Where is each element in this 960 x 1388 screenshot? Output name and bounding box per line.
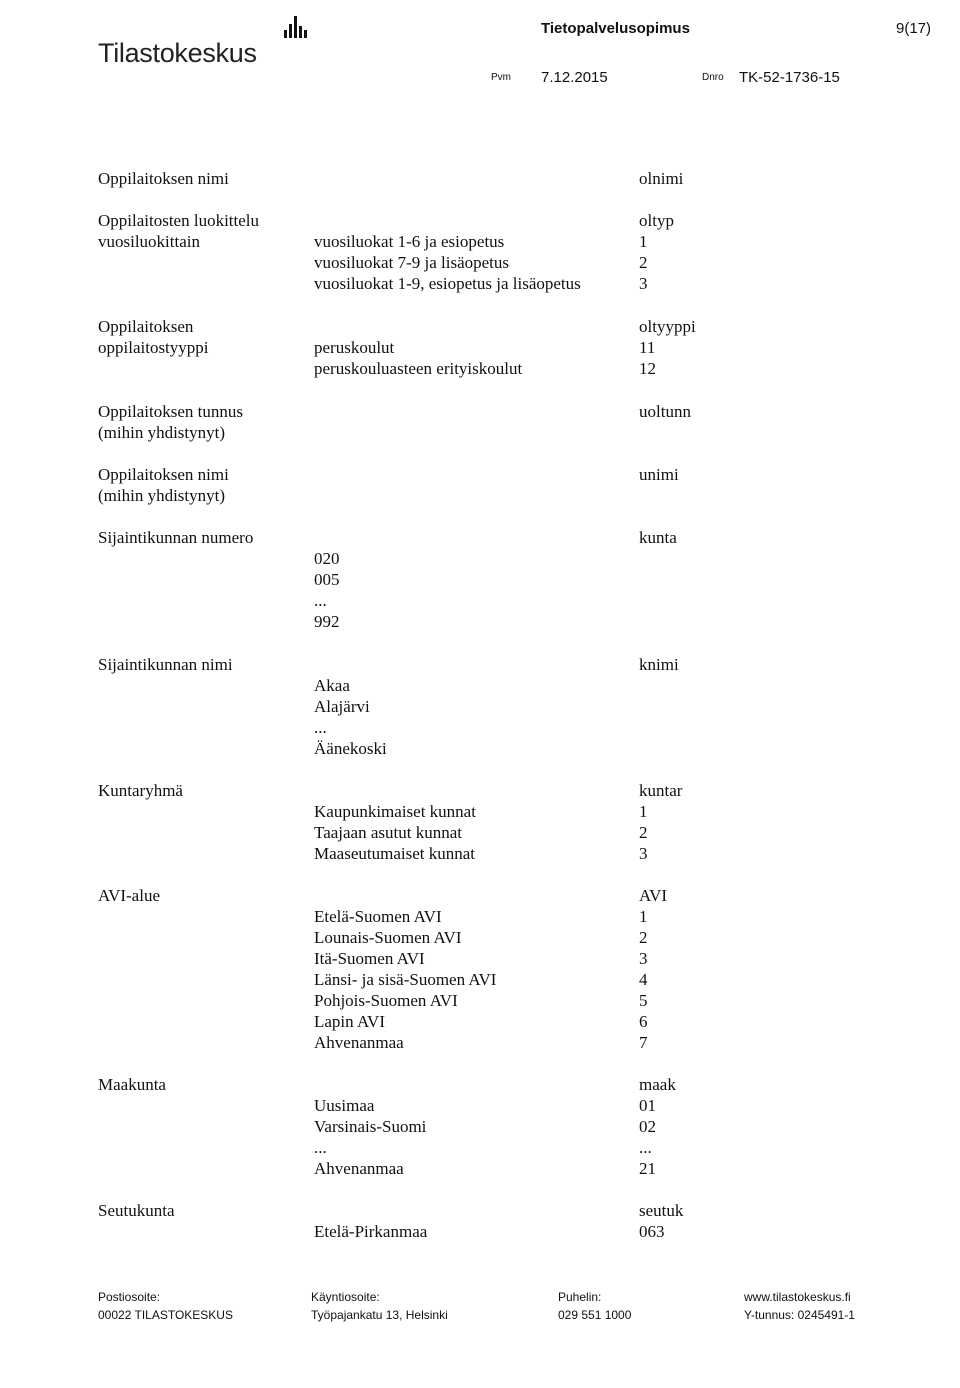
value-list [314, 1221, 427, 1242]
value-item: Äänekoski [314, 739, 387, 758]
code-item: 1 [639, 802, 648, 821]
value-item: 005 [314, 570, 340, 589]
code-item: 1 [639, 907, 648, 926]
logo-text: Tilastokeskus [98, 38, 257, 68]
code-item: 3 [639, 274, 648, 293]
section-label [98, 1074, 166, 1095]
code-item: 3 [639, 844, 648, 863]
page-number: 9(17) [896, 20, 932, 37]
footer-phone [558, 1288, 631, 1324]
business-id: Y-tunnus: 0245491-1 [744, 1308, 855, 1322]
website-link[interactable]: www.tilastokeskus.fi [744, 1290, 851, 1304]
code-list [639, 906, 648, 1053]
value-item: peruskoulut [314, 338, 395, 357]
value-item: ... [314, 1138, 327, 1157]
postal-address-label: Postiosoite: [98, 1290, 161, 1304]
variable-name: kunta [639, 528, 677, 547]
section-label [98, 464, 229, 506]
code-item: 11 [639, 338, 656, 357]
value-item: Akaa [314, 676, 350, 695]
variable-name: unimi [639, 465, 679, 484]
value-list [314, 906, 496, 1053]
code-item: 2 [639, 823, 648, 842]
value-item: peruskouluasteen erityiskoulut [314, 359, 523, 378]
label-line: Maakunta [98, 1075, 166, 1094]
code-item: 4 [639, 970, 648, 989]
code-item: 21 [639, 1159, 656, 1178]
code-list [639, 801, 648, 864]
value-item: ... [314, 591, 327, 610]
value-item: Ahvenanmaa [314, 1159, 404, 1178]
code-list [639, 1221, 665, 1242]
value-list [314, 1095, 426, 1179]
record-number-value: TK-52-1736-15 [739, 69, 840, 86]
section-label [98, 401, 243, 443]
code-item: 01 [639, 1096, 656, 1115]
label-line: Sijaintikunnan numero [98, 528, 254, 547]
value-item: Itä-Suomen AVI [314, 949, 425, 968]
code-item: 7 [639, 1033, 648, 1052]
footer-web [744, 1288, 855, 1324]
label-line: Oppilaitosten luokittelu [98, 211, 260, 230]
value-list [314, 231, 581, 294]
value-item: 020 [314, 549, 340, 568]
variable-name: kuntar [639, 781, 683, 800]
label-line: (mihin yhdistynyt) [98, 486, 226, 505]
code-item: 6 [639, 1012, 648, 1031]
value-item: Lounais-Suomen AVI [314, 928, 462, 947]
phone-label: Puhelin: [558, 1290, 602, 1304]
variable-name: seutuk [639, 1201, 684, 1220]
code-list [639, 337, 656, 379]
code-list [639, 231, 648, 294]
value-list [314, 337, 522, 379]
code-item: 3 [639, 949, 648, 968]
value-item: Ahvenanmaa [314, 1033, 404, 1052]
visiting-address-label: Käyntiosoite: [311, 1290, 380, 1304]
section-label [98, 654, 233, 675]
value-item: Etelä-Suomen AVI [314, 907, 442, 926]
variable-name: olnimi [639, 169, 684, 188]
code-list [639, 1095, 656, 1179]
section-label [98, 210, 259, 252]
footer-visiting-address [311, 1288, 448, 1324]
section-label [98, 527, 253, 548]
record-number-label: Dnro [702, 72, 724, 83]
value-item: Varsinais-Suomi [314, 1117, 427, 1136]
label-line: Oppilaitoksen nimi [98, 465, 229, 484]
code-item: 1 [639, 232, 648, 251]
variable-name: oltyyppi [639, 317, 696, 336]
visiting-address-value: Työpajankatu 13, Helsinki [311, 1308, 448, 1322]
label-line: Oppilaitoksen nimi [98, 169, 229, 188]
code-item: ... [639, 1138, 652, 1157]
value-item: vuosiluokat 7-9 ja lisäopetus [314, 253, 510, 272]
section-label [98, 885, 160, 906]
variable-name: knimi [639, 655, 679, 674]
section-label [98, 780, 183, 801]
date-label: Pvm [491, 72, 511, 83]
document-title: Tietopalvelusopimus [541, 20, 690, 37]
value-item: vuosiluokat 1-9, esiopetus ja lisäopetus [314, 274, 581, 293]
postal-address-value: 00022 TILASTOKESKUS [98, 1308, 233, 1322]
value-item: 992 [314, 612, 340, 631]
label-line: (mihin yhdistynyt) [98, 423, 226, 442]
value-item: vuosiluokat 1-6 ja esiopetus [314, 232, 505, 251]
variable-name: maak [639, 1075, 676, 1094]
code-item: 02 [639, 1117, 656, 1136]
value-item: Kaupunkimaiset kunnat [314, 802, 476, 821]
value-list [314, 675, 387, 759]
code-item: 063 [639, 1222, 665, 1241]
variable-name: AVI [639, 886, 668, 905]
value-item: Maaseutumaiset kunnat [314, 844, 475, 863]
code-item: 2 [639, 253, 648, 272]
label-line: Oppilaitoksen [98, 317, 194, 336]
label-line: Sijaintikunnan nimi [98, 655, 233, 674]
section-label [98, 168, 229, 189]
section-label [98, 1200, 175, 1221]
label-line: Kuntaryhmä [98, 781, 183, 800]
label-line: Seutukunta [98, 1201, 175, 1220]
section-label [98, 316, 209, 358]
value-item: Etelä-Pirkanmaa [314, 1222, 428, 1241]
code-item: 2 [639, 928, 648, 947]
phone-value: 029 551 1000 [558, 1308, 632, 1322]
label-line: vuosiluokittain [98, 232, 200, 251]
label-line: oppilaitostyyppi [98, 338, 209, 357]
code-item: 5 [639, 991, 648, 1010]
value-item: Taajaan asutut kunnat [314, 823, 462, 842]
value-list [314, 801, 476, 864]
footer-postal-address [98, 1288, 233, 1324]
variable-name: oltyp [639, 211, 674, 230]
value-item: Länsi- ja sisä-Suomen AVI [314, 970, 497, 989]
code-item: 12 [639, 359, 656, 378]
value-list [314, 548, 340, 632]
value-item: Lapin AVI [314, 1012, 385, 1031]
value-item: Uusimaa [314, 1096, 375, 1115]
value-item: Pohjois-Suomen AVI [314, 991, 458, 1010]
label-line: Oppilaitoksen tunnus [98, 402, 243, 421]
date-value: 7.12.2015 [541, 69, 608, 86]
value-item: Alajärvi [314, 697, 370, 716]
variable-name: uoltunn [639, 402, 691, 421]
label-line: AVI-alue [98, 886, 160, 905]
logo-bars-icon [284, 14, 308, 38]
value-item: ... [314, 718, 327, 737]
